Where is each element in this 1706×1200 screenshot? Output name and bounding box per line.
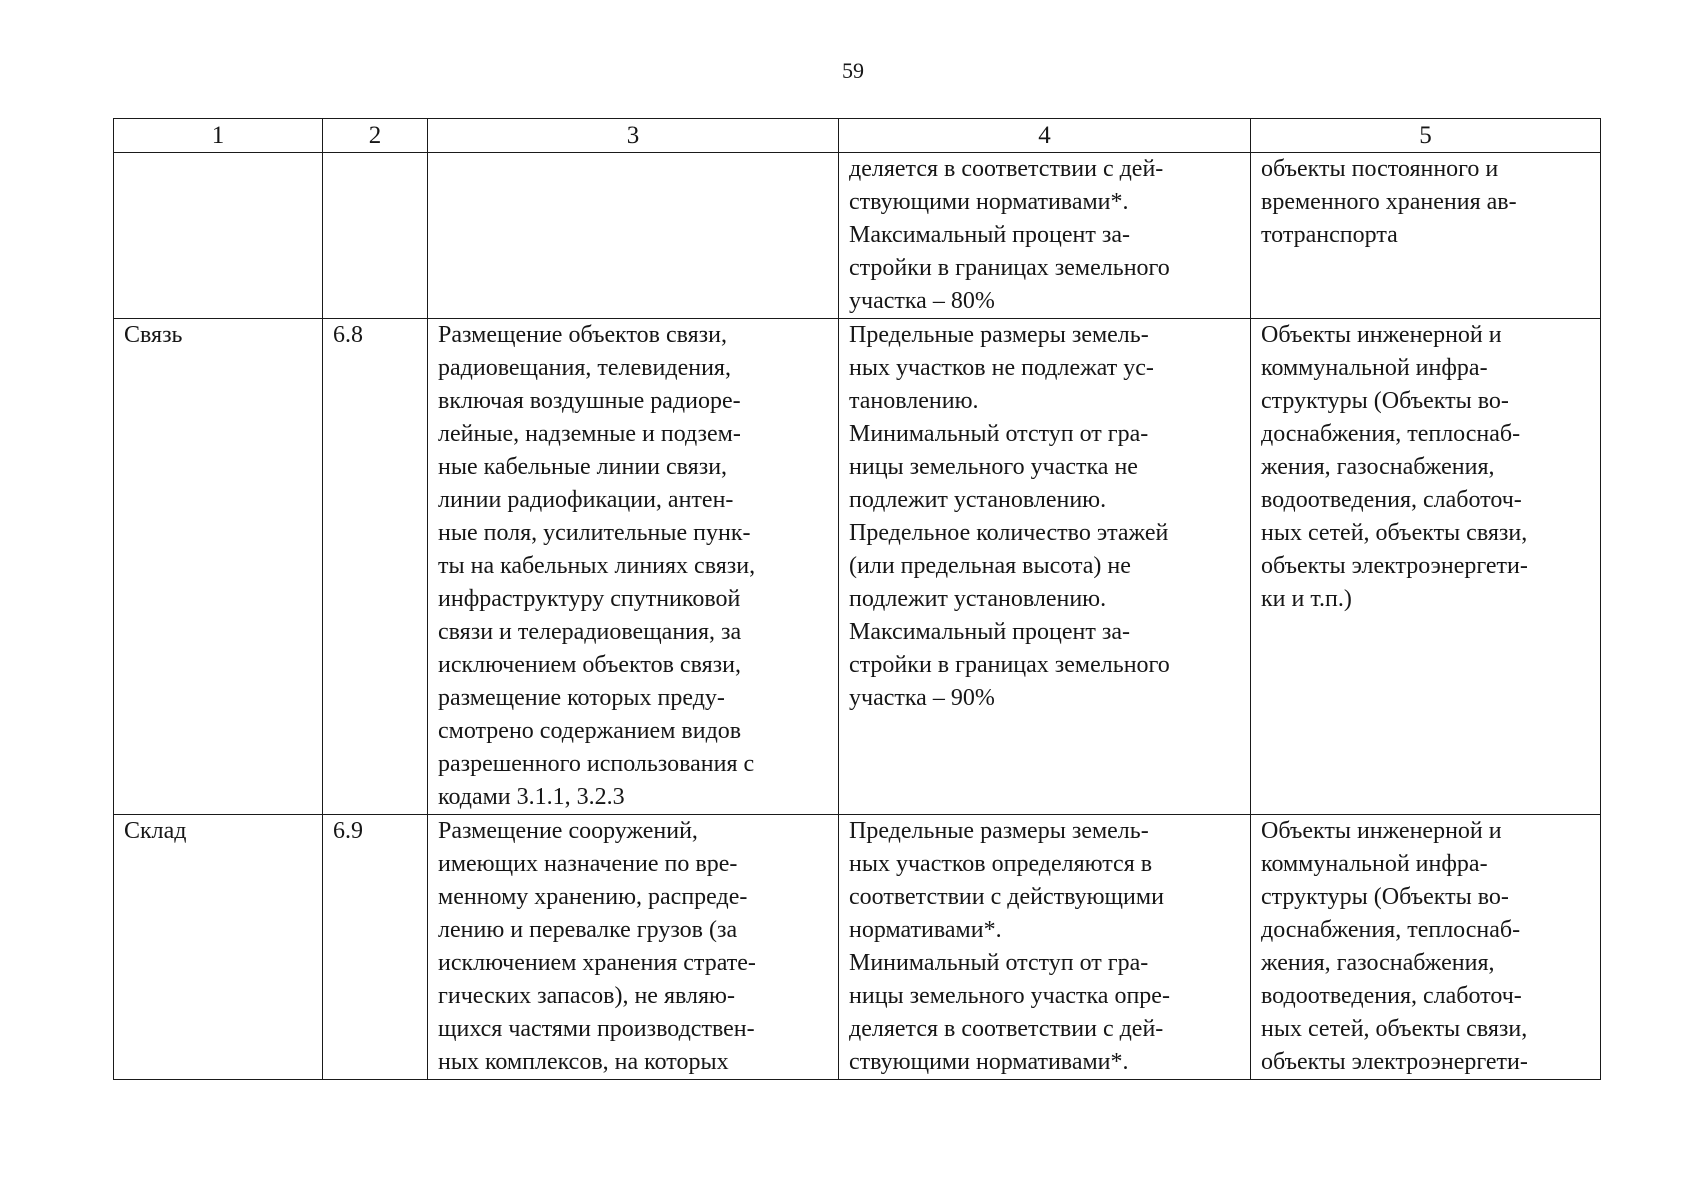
column-header-5: 5 <box>1251 119 1601 153</box>
parameters-text: Предельные размеры земель- ных участков не подлежат ус- тановлению. Минимальный отступ от гра- ницы земельного участка не подлежит установлению. Предельное количество этажей (или предельная высота) не подлежит установлению. Максимальный процент за- стройки в границах земельного участка – 90% <box>849 322 1170 711</box>
use-code-text: 6.9 <box>333 818 363 844</box>
column-header-1: 1 <box>114 119 323 153</box>
cell-use-code <box>323 153 428 319</box>
cell-parameters <box>839 153 1251 319</box>
parameters-text: деляется в соответствии с дей- ствующими нормативами*. Максимальный процент за- стройки в границах земельного участка – 80% <box>849 156 1170 314</box>
cell-use-code <box>323 815 428 1080</box>
table-header-row <box>114 119 1601 153</box>
table-row <box>114 319 1601 815</box>
parameters-text: Предельные размеры земель- ных участков определяются в соответствии с действующими нормативами*. Минимальный отступ от гра- ницы земельного участка опре- деляется в соответствии с дей- ствующими нормативами*. <box>849 818 1170 1075</box>
page-number: 59 <box>842 58 864 83</box>
cell-use-code <box>323 319 428 815</box>
use-name-text: Связь <box>124 322 183 348</box>
table-row <box>114 153 1601 319</box>
cell-parameters <box>839 815 1251 1080</box>
cell-use-name <box>114 815 323 1080</box>
table-row <box>114 815 1601 1080</box>
land-use-table <box>113 118 1601 1080</box>
cell-objects <box>1251 153 1601 319</box>
column-header-2: 2 <box>323 119 428 153</box>
cell-description <box>428 815 839 1080</box>
cell-description <box>428 319 839 815</box>
objects-text: Объекты инженерной и коммунальной инфра- структуры (Объекты во- доснабжения, теплоснаб- жения, газоснабжения, водоотведения, слаботоч- ных сетей, объекты связи, объекты электроэнергети- <box>1261 818 1528 1075</box>
column-header-3: 3 <box>428 119 839 153</box>
use-code-text: 6.8 <box>333 322 363 348</box>
objects-text: объекты постоянного и временного хранения ав- тотранспорта <box>1261 156 1517 248</box>
cell-parameters <box>839 319 1251 815</box>
description-text: Размещение объектов связи, радиовещания, телевидения, включая воздушные радиоре- лейные, надземные и подзем- ные кабельные линии связи, линии радиофикации, антен- ные поля, усилительные пунк- ты на кабельных линиях связи, инфраструктуру спутниковой связи и телерадиовещания, за исключением объектов связи, размещение которых преду- смотрено содержанием видов разрешенного использования с кодами 3.1.1, 3.2.3 <box>438 322 756 810</box>
objects-text: Объекты инженерной и коммунальной инфра- структуры (Объекты во- доснабжения, теплоснаб- жения, газоснабжения, водоотведения, слаботоч- ных сетей, объекты связи, объекты электроэнергети- ки и т.п.) <box>1261 322 1528 612</box>
cell-use-name <box>114 319 323 815</box>
description-text: Размещение сооружений, имеющих назначение по вре- менному хранению, распреде- лению и перевалке грузов (за исключением хранения страте- гических запасов), не являю- щихся частями производствен- ных комплексов, на которых <box>438 818 756 1075</box>
cell-use-name <box>114 153 323 319</box>
cell-objects <box>1251 815 1601 1080</box>
column-header-4: 4 <box>839 119 1251 153</box>
cell-description <box>428 153 839 319</box>
use-name-text: Склад <box>124 818 187 844</box>
cell-objects <box>1251 319 1601 815</box>
